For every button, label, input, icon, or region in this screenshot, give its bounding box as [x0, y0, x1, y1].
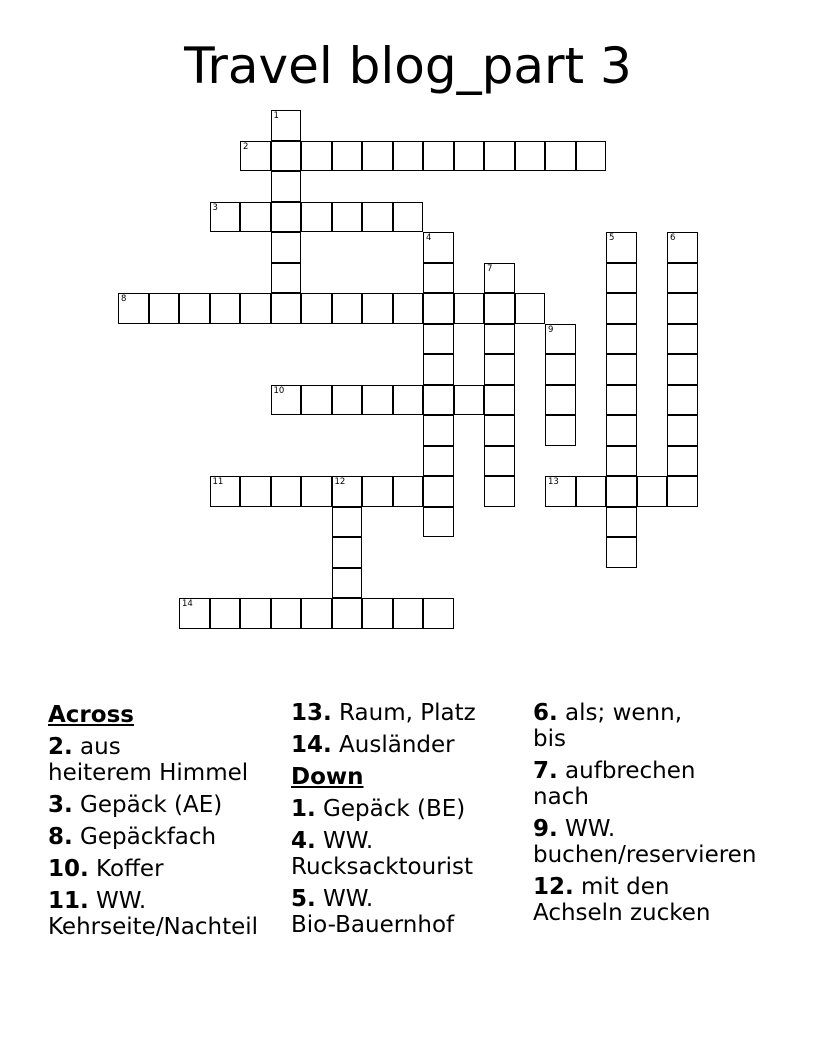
- grid-cell[interactable]: [423, 415, 454, 446]
- clue-text: WW. Rucksacktourist: [291, 828, 474, 880]
- grid-cell[interactable]: [301, 476, 332, 507]
- grid-cell[interactable]: [545, 415, 576, 446]
- grid-cell[interactable]: [271, 293, 302, 324]
- clue-number: 10: [273, 385, 285, 396]
- grid-cell[interactable]: [484, 415, 515, 446]
- grid-cell[interactable]: [423, 293, 454, 324]
- grid-cell[interactable]: [423, 507, 454, 538]
- clue-item: [291, 732, 526, 758]
- clue-number: 7: [487, 263, 493, 274]
- grid-cell[interactable]: [667, 232, 698, 263]
- across-clue-list-continued: [291, 700, 526, 758]
- grid-cell[interactable]: [545, 141, 576, 172]
- grid-cell[interactable]: [271, 598, 302, 629]
- clue-item: [533, 758, 768, 810]
- grid-cell[interactable]: [606, 415, 637, 446]
- grid-cell[interactable]: [240, 476, 271, 507]
- clue-number-label: 9.: [533, 816, 558, 842]
- clue-number-label: 14.: [291, 732, 332, 758]
- grid-cell[interactable]: [393, 598, 424, 629]
- clue-number-label: 12.: [533, 874, 574, 900]
- grid-cell[interactable]: [667, 354, 698, 385]
- clues-column-2: [291, 700, 526, 944]
- grid-cell[interactable]: [606, 354, 637, 385]
- clue-number: 12: [334, 477, 346, 487]
- clue-item: [533, 874, 768, 926]
- grid-cell[interactable]: [423, 354, 454, 385]
- grid-cell[interactable]: [332, 598, 363, 629]
- grid-cell[interactable]: [393, 476, 424, 507]
- grid-cell[interactable]: [271, 141, 302, 172]
- down-heading: Down: [291, 764, 364, 790]
- grid-cell[interactable]: [454, 141, 485, 172]
- clue-number: 8: [121, 294, 127, 304]
- clue-item: [48, 734, 278, 786]
- grid-cell[interactable]: [667, 446, 698, 477]
- grid-cell[interactable]: [484, 476, 515, 507]
- grid-cell[interactable]: [362, 385, 393, 416]
- grid-cell[interactable]: [362, 293, 393, 324]
- grid-cell[interactable]: [210, 293, 241, 324]
- clue-number: 14: [182, 599, 193, 609]
- grid-cell[interactable]: [271, 232, 302, 263]
- grid-cell[interactable]: [606, 324, 637, 355]
- clue-number-label: 1.: [291, 796, 316, 822]
- grid-cell[interactable]: [515, 293, 546, 324]
- clue-item: [533, 700, 768, 752]
- grid-cell[interactable]: [393, 202, 424, 233]
- grid-cell[interactable]: [423, 232, 454, 263]
- grid-cell[interactable]: [332, 385, 363, 416]
- grid-cell[interactable]: [332, 476, 363, 507]
- grid-cell[interactable]: [301, 598, 332, 629]
- grid-cell[interactable]: [484, 141, 515, 172]
- clue-text: Gepäck (AE): [72, 792, 223, 818]
- clue-text: Koffer: [88, 856, 164, 882]
- grid-cell[interactable]: [423, 598, 454, 629]
- grid-cell[interactable]: [606, 263, 637, 294]
- grid-cell[interactable]: [332, 141, 363, 172]
- grid-cell[interactable]: [240, 598, 271, 629]
- clue-item: [533, 816, 768, 868]
- grid-cell[interactable]: [667, 324, 698, 355]
- grid-cell[interactable]: [545, 354, 576, 385]
- clue-text: Raum, Platz: [331, 700, 476, 726]
- clue-text: als; wenn, bis: [533, 700, 683, 752]
- clue-text: Gepäck (BE): [315, 796, 466, 822]
- grid-cell[interactable]: [210, 202, 241, 233]
- grid-cell[interactable]: [332, 568, 363, 599]
- clue-item: [48, 792, 278, 818]
- clue-item: [48, 856, 278, 882]
- puzzle-title: Travel blog_part 3: [184, 37, 632, 95]
- grid-cell[interactable]: [454, 293, 485, 324]
- grid-cell[interactable]: [423, 263, 454, 294]
- down-clue-list-continued: [533, 700, 768, 926]
- grid-cell[interactable]: [271, 202, 302, 233]
- grid-cell[interactable]: [423, 324, 454, 355]
- grid-cell[interactable]: [545, 385, 576, 416]
- grid-cell[interactable]: [606, 507, 637, 538]
- grid-cell[interactable]: [393, 141, 424, 172]
- clue-number: 4: [426, 233, 432, 243]
- clue-number-label: 4.: [291, 828, 316, 854]
- grid-cell[interactable]: [545, 476, 576, 507]
- grid-cell[interactable]: [210, 598, 241, 629]
- grid-cell[interactable]: [210, 476, 241, 507]
- clue-number: 2: [243, 141, 249, 152]
- grid-cell[interactable]: [301, 202, 332, 233]
- grid-cell[interactable]: [484, 263, 515, 294]
- grid-cell[interactable]: [576, 476, 607, 507]
- grid-cell[interactable]: [332, 202, 363, 233]
- grid-cell[interactable]: [271, 110, 302, 141]
- grid-cell[interactable]: [393, 385, 424, 416]
- grid-cell[interactable]: [423, 141, 454, 172]
- grid-cell[interactable]: [484, 354, 515, 385]
- grid-cell[interactable]: [301, 141, 332, 172]
- grid-cell[interactable]: [271, 385, 302, 416]
- grid-cell[interactable]: [606, 476, 637, 507]
- clue-number: 6: [670, 233, 676, 243]
- grid-cell[interactable]: [667, 263, 698, 294]
- clue-number: 3: [212, 202, 218, 213]
- across-clue-list: [48, 734, 278, 940]
- grid-cell[interactable]: [362, 476, 393, 507]
- grid-cell[interactable]: [271, 476, 302, 507]
- grid-cell[interactable]: [179, 598, 210, 629]
- clue-number-label: 8.: [48, 824, 73, 850]
- clue-item: [48, 824, 278, 850]
- grid-cell[interactable]: [484, 385, 515, 416]
- grid-cell[interactable]: [393, 293, 424, 324]
- clue-number-label: 13.: [291, 700, 332, 726]
- clue-number: 5: [609, 233, 615, 243]
- grid-cell[interactable]: [667, 293, 698, 324]
- grid-cell[interactable]: [240, 141, 271, 172]
- grid-cell[interactable]: [606, 293, 637, 324]
- grid-cell[interactable]: [606, 537, 637, 568]
- grid-cell[interactable]: [118, 293, 149, 324]
- clue-text: WW. Kehrseite/Nachteil: [48, 888, 259, 940]
- clues-column-1: [48, 700, 278, 946]
- clue-text: WW. buchen/reservieren: [533, 816, 757, 868]
- grid-cell[interactable]: [240, 202, 271, 233]
- grid-cell[interactable]: [637, 476, 668, 507]
- clue-number: 9: [548, 324, 554, 335]
- grid-cell[interactable]: [332, 537, 363, 568]
- grid-cell[interactable]: [667, 415, 698, 446]
- grid-cell[interactable]: [149, 293, 180, 324]
- grid-cell[interactable]: [271, 171, 302, 202]
- clue-number: 1: [273, 111, 279, 121]
- clue-number-label: 11.: [48, 888, 89, 914]
- clue-number-label: 5.: [291, 886, 316, 912]
- clue-text: Ausländer: [331, 732, 455, 758]
- clue-text: aus heiterem Himmel: [48, 734, 249, 786]
- clue-item: [291, 828, 526, 880]
- clue-number-label: 3.: [48, 792, 73, 818]
- grid-cell[interactable]: [362, 141, 393, 172]
- grid-cell[interactable]: [484, 446, 515, 477]
- grid-cell[interactable]: [332, 293, 363, 324]
- grid-cell[interactable]: [667, 476, 698, 507]
- across-heading: Across: [48, 702, 134, 728]
- grid-cell[interactable]: [362, 598, 393, 629]
- grid-cell[interactable]: [576, 141, 607, 172]
- clue-item: [48, 888, 278, 940]
- clue-number: 13: [548, 477, 559, 487]
- clues-column-3: [533, 700, 768, 932]
- grid-cell[interactable]: [454, 385, 485, 416]
- grid-cell[interactable]: [240, 293, 271, 324]
- grid-cell[interactable]: [362, 202, 393, 233]
- grid-cell[interactable]: [301, 385, 332, 416]
- grid-cell[interactable]: [179, 293, 210, 324]
- grid-cell[interactable]: [484, 293, 515, 324]
- clue-number-label: 10.: [48, 856, 89, 882]
- grid-cell[interactable]: [423, 385, 454, 416]
- grid-cell[interactable]: [515, 141, 546, 172]
- grid-cell[interactable]: [484, 324, 515, 355]
- grid-cell[interactable]: [423, 476, 454, 507]
- clue-text: aufbrechen nach: [533, 758, 696, 810]
- grid-cell[interactable]: [271, 263, 302, 294]
- grid-cell[interactable]: [423, 446, 454, 477]
- clue-item: [291, 700, 526, 726]
- clue-text: WW. Bio-Bauernhof: [291, 886, 455, 938]
- grid-cell[interactable]: [301, 293, 332, 324]
- grid-cell[interactable]: [667, 385, 698, 416]
- down-clue-list: [291, 796, 526, 938]
- clue-number-label: 6.: [533, 700, 558, 726]
- grid-cell[interactable]: [606, 385, 637, 416]
- clue-item: [291, 886, 526, 938]
- grid-cell[interactable]: [545, 324, 576, 355]
- grid-cell[interactable]: [606, 446, 637, 477]
- clue-number-label: 7.: [533, 758, 558, 784]
- clue-item: [291, 796, 526, 822]
- grid-cell[interactable]: [332, 507, 363, 538]
- clue-text: mit den Achseln zucken: [533, 874, 711, 926]
- clue-number: 11: [212, 477, 224, 487]
- grid-cell[interactable]: [606, 232, 637, 263]
- clue-text: Gepäckfach: [72, 824, 217, 850]
- clue-number-label: 2.: [48, 734, 73, 760]
